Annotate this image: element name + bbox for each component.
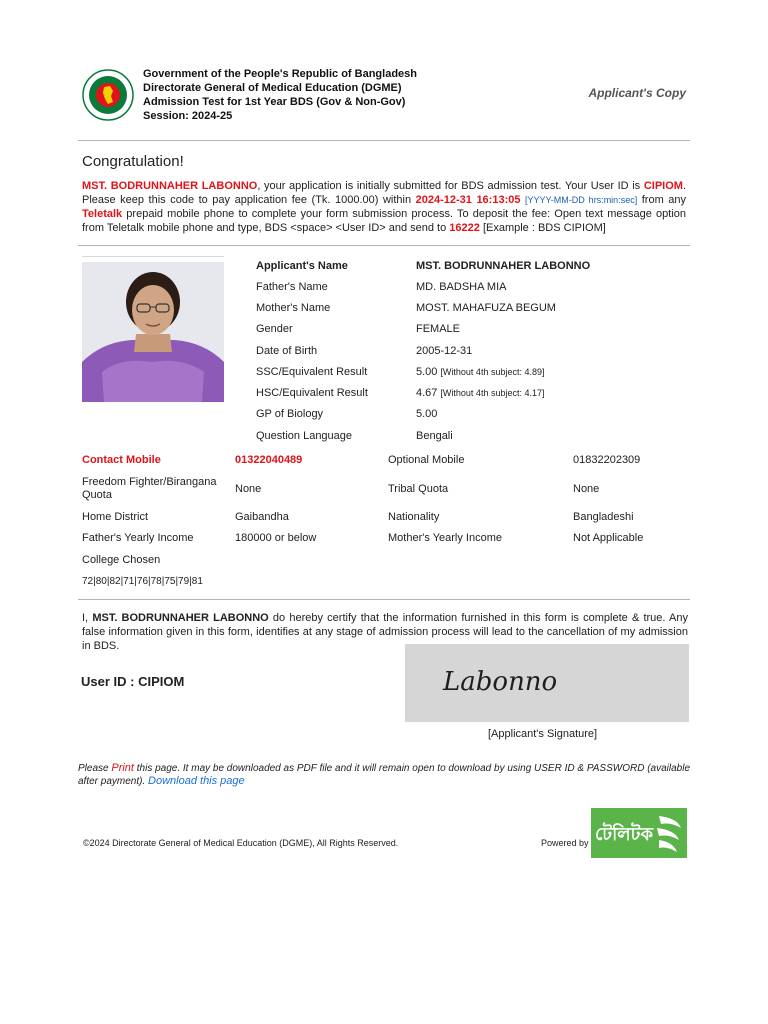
freedom-fighter-label: Freedom Fighter/Birangana Quota — [82, 476, 217, 501]
info-label: Date of Birth — [256, 345, 318, 357]
download-page-link[interactable]: Download this page — [148, 775, 245, 787]
signature-caption: [Applicant's Signature] — [488, 728, 598, 740]
notice-text: . Please keep this code to pay application fee (Tk. 1000.00) within — [82, 180, 687, 206]
congratulation-heading: Congratulation! — [82, 153, 184, 170]
print-note-text: this page. It may be downloaded as PDF file and it will remain open to download by using USER ID & PASSWORD (available after payment). — [78, 763, 690, 787]
father-income-label: Father's Yearly Income — [82, 532, 194, 544]
powered-by-label: Powered by — [541, 838, 589, 848]
notice-date-format: [YYYY-MM-DD hrs:min:sec] — [525, 195, 638, 205]
info-label: Question Language — [256, 430, 353, 442]
header-line: Directorate General of Medical Education (DGME) — [143, 82, 402, 94]
info-value-text: 2005-12-31 — [416, 345, 473, 357]
copyright-text: ©2024 Directorate General of Medical Education (DGME), All Rights Reserved. — [83, 838, 399, 848]
notice-teletalk: Teletalk — [82, 208, 123, 220]
info-value — [416, 366, 544, 378]
print-note — [78, 762, 698, 788]
nationality-label: Nationality — [388, 511, 440, 523]
info-value-text: 5.00 — [416, 366, 438, 378]
info-label: HSC/Equivalent Result — [256, 387, 368, 399]
freedom-fighter-value: None — [235, 483, 262, 495]
info-value-text: FEMALE — [416, 323, 461, 335]
info-value-note: [Without 4th subject: 4.89] — [440, 367, 545, 377]
info-value-text: MOST. MAHAFUZA BEGUM — [416, 302, 556, 314]
applicant-signature-image — [405, 644, 689, 722]
info-value — [416, 345, 472, 357]
applicant-copy-label: Applicant's Copy — [588, 86, 686, 100]
info-value-text: MD. BADSHA MIA — [416, 281, 507, 293]
notice-applicant-name: MST. BODRUNNAHER LABONNO — [82, 180, 258, 192]
notice-text: , your application is initially submitted for BDS admission test. Your User ID is — [257, 180, 644, 192]
nationality-value: Bangladeshi — [573, 511, 634, 523]
mother-income-value: Not Applicable — [573, 532, 644, 544]
home-district-value: Gaibandha — [235, 511, 289, 523]
info-value-text: MST. BODRUNNAHER LABONNO — [416, 260, 591, 272]
info-value-text: Bengali — [416, 430, 453, 442]
declaration-text: do hereby certify that the information furnished in this form is complete & true. Any false information given in this form, identifies at any stage of admission process will lead to the cancellation of my admission in BDS. — [82, 612, 689, 652]
info-value-note: [Without 4th subject: 4.17] — [440, 388, 545, 398]
contact-mobile-value: 01322040489 — [235, 454, 303, 466]
print-note-text: Please — [78, 763, 112, 774]
info-label: Applicant's Name — [256, 260, 348, 272]
info-value — [416, 323, 460, 335]
notice-sms-number: 16222 — [449, 222, 480, 234]
teletalk-logo-text: টেলিটক — [595, 824, 654, 845]
info-label: GP of Biology — [256, 408, 324, 420]
college-chosen-label: College Chosen — [82, 554, 161, 566]
info-value-text: 5.00 — [416, 408, 438, 420]
info-label: Father's Name — [256, 281, 328, 293]
user-id-label: User ID : CIPIOM — [81, 674, 185, 689]
optional-mobile-label: Optional Mobile — [388, 454, 465, 466]
government-seal-logo — [82, 69, 134, 121]
notice-example: [Example : BDS CIPIOM] — [479, 222, 606, 234]
info-value — [416, 302, 556, 314]
tribal-quota-value: None — [573, 483, 600, 495]
header-title-block — [143, 67, 417, 123]
divider — [78, 140, 690, 141]
info-label: Gender — [256, 323, 293, 335]
notice-text: from any — [637, 194, 687, 206]
optional-mobile-value: 01832202309 — [573, 454, 641, 466]
info-label: SSC/Equivalent Result — [256, 366, 368, 378]
info-value-text: 4.67 — [416, 387, 438, 399]
notice-user-id: CIPIOM — [643, 180, 683, 192]
teletalk-logo — [591, 808, 687, 858]
applicant-photo — [82, 262, 224, 402]
signature-text: Labonno — [443, 667, 558, 697]
college-chosen-value: 72|80|82|71|76|78|75|79|81 — [82, 576, 203, 587]
header-line: Session: 2024-25 — [143, 110, 233, 122]
notice-text: prepaid mobile phone to complete your form submission process. To deposit the fee: Open text message option from Teletalk mobile phone and type, BDS <space> <User ID> and send to — [82, 208, 686, 234]
info-value — [416, 281, 506, 293]
tribal-quota-label: Tribal Quota — [388, 483, 449, 495]
divider — [78, 599, 690, 600]
info-value — [416, 408, 437, 420]
submission-notice — [82, 179, 686, 235]
declaration-name: MST. BODRUNNAHER LABONNO — [92, 612, 269, 624]
info-label: Mother's Name — [256, 302, 331, 314]
print-link[interactable]: Print — [111, 762, 134, 774]
home-district-label: Home District — [82, 511, 149, 523]
notice-deadline: 2024-12-31 16:13:05 — [415, 194, 521, 206]
photo-top-line — [82, 256, 224, 257]
info-value — [416, 387, 544, 399]
mother-income-label: Mother's Yearly Income — [388, 532, 502, 544]
contact-mobile-label: Contact Mobile — [82, 454, 161, 466]
info-value — [416, 430, 453, 442]
divider — [78, 245, 690, 246]
declaration-prefix: I, — [82, 612, 93, 624]
header-line: Government of the People's Republic of Bangladesh — [143, 68, 417, 80]
info-value — [416, 260, 590, 272]
header-line: Admission Test for 1st Year BDS (Gov & Non-Gov) — [143, 96, 406, 108]
father-income-value: 180000 or below — [235, 532, 317, 544]
